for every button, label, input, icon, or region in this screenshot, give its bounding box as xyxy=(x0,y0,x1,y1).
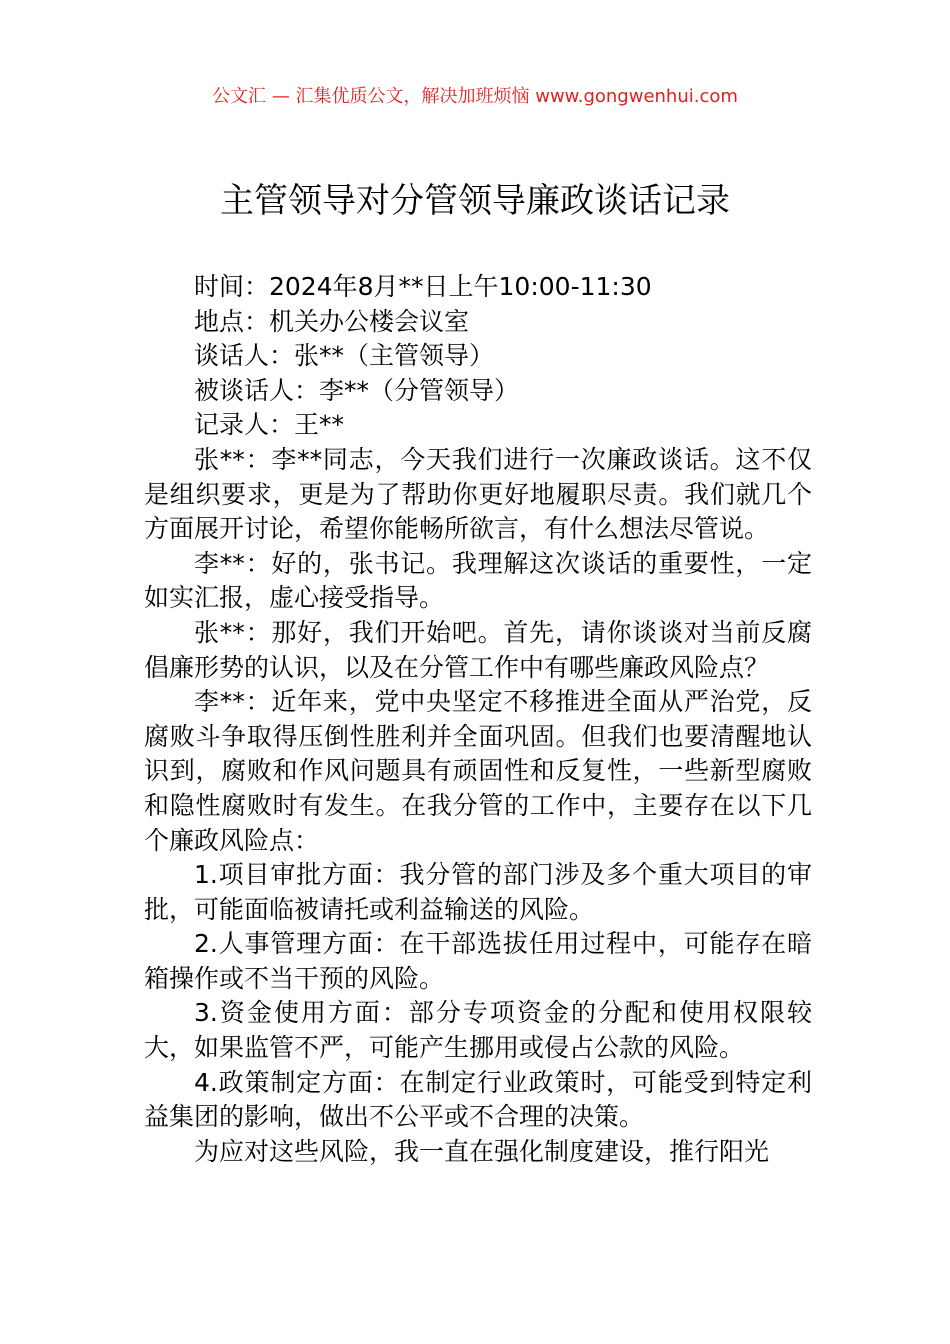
meta-time: 时间：2024年8月**日上午10:00-11:30 xyxy=(194,272,652,301)
list-item-funds: 3.资金使用方面：部分专项资金的分配和使用权限较大，如果监管不严，可能产生挪用或侵占公款的风险。 xyxy=(144,998,812,1063)
meta-location: 地点：机关办公楼会议室 xyxy=(194,306,470,336)
document-body xyxy=(144,270,812,1169)
paragraph: 李**：好的，张书记。我理解这次谈话的重要性，一定如实汇报，虚心接受指导。 xyxy=(144,548,812,613)
meta-interviewer: 谈话人：张**（主管领导） xyxy=(194,341,495,371)
paragraph: 张**：李**同志，今天我们进行一次廉政谈话。这不仅是组织要求，更是为了帮助你更好地履职尽责。我们就几个方面展开讨论，希望你能畅所欲言，有什么想法尽管说。 xyxy=(144,444,812,544)
site-banner: 公文汇 — 汇集优质公文，解决加班烦恼 www.gongwenhui.com xyxy=(212,86,738,107)
meta-interviewee: 被谈话人：李**（分管领导） xyxy=(194,375,520,405)
paragraph: 李**：近年来，党中央坚定不移推进全面从严治党，反腐败斗争取得压倒性胜利并全面巩固。但我们也要清醒地认识到，腐败和作风问题具有顽固性和反复性，一些新型腐败和隐性腐败时有发生。在我分管的工作中，主要存在以下几个廉政风险点： xyxy=(144,687,812,855)
document-title: 主管领导对分管领导廉政谈话记录 xyxy=(220,181,730,221)
meta-recorder: 记录人：王** xyxy=(194,410,345,440)
list-item-personnel: 2.人事管理方面：在干部选拔任用过程中，可能存在暗箱操作或不当干预的风险。 xyxy=(144,929,812,993)
list-item-project-approval: 1.项目审批方面：我分管的部门涉及多个重大项目的审批，可能面临被请托或利益输送的风险。 xyxy=(144,860,812,924)
paragraph: 为应对这些风险，我一直在强化制度建设，推行阳光 xyxy=(194,1136,770,1166)
paragraph: 张**：那好，我们开始吧。首先，请你谈谈对当前反腐倡廉形势的认识，以及在分管工作中有哪些廉政风险点？ xyxy=(144,617,812,682)
list-item-policy: 4.政策制定方面：在制定行业政策时，可能受到特定利益集团的影响，做出不公平或不合理的决策。 xyxy=(144,1067,812,1132)
